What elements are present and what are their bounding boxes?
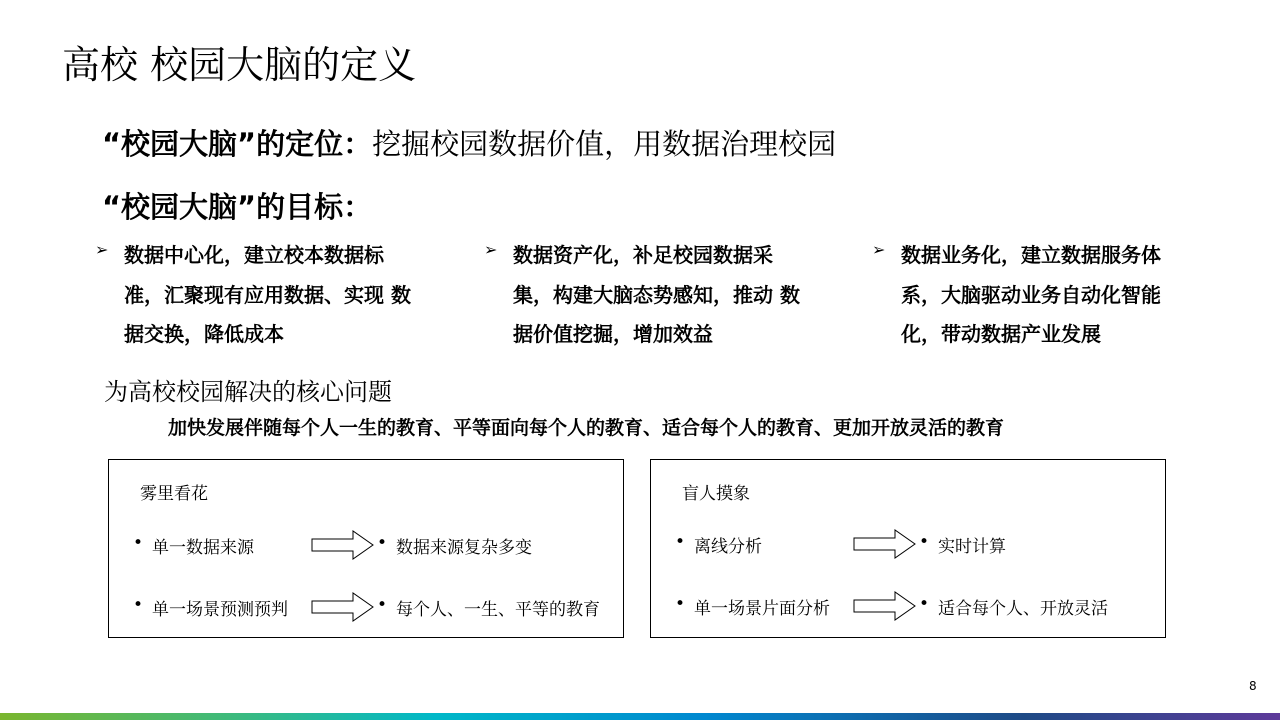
problem-box <box>650 459 1166 638</box>
footer-gradient-bar <box>0 713 1280 720</box>
bullet-icon: • <box>675 594 686 614</box>
right-arrow-icon <box>853 591 917 621</box>
from-text: 离线分析 <box>694 537 762 557</box>
goal-label: “校园大脑”的目标： <box>102 190 373 224</box>
bullet-icon: • <box>133 595 144 615</box>
page-number: 8 <box>1249 679 1257 693</box>
transition-row <box>109 533 623 563</box>
right-arrow-icon <box>311 592 375 622</box>
transition-row <box>109 595 623 625</box>
arrow-bullet-icon: ➢ <box>484 240 498 259</box>
bullet-icon: • <box>377 533 388 553</box>
bullet-icon: • <box>919 594 930 614</box>
to-text: 适合每个人、开放灵活 <box>938 599 1108 619</box>
arrow-bullet-icon: ➢ <box>95 240 109 259</box>
positioning-line <box>102 122 836 163</box>
from-text: 单一场景片面分析 <box>694 599 830 619</box>
goal-text: 数据资产化，补足校园数据采 集，构建大脑态势感知，推动 数据价值挖掘，增加效益 <box>513 243 800 346</box>
positioning-label: “校园大脑”的定位： <box>102 127 373 161</box>
goal-text: 数据业务化，建立数据服务体 系，大脑驱动业务自动化智能 化，带动数据产业发展 <box>901 243 1161 346</box>
positioning-text: 挖掘校园数据价值，用数据治理校园 <box>372 127 837 161</box>
bullet-icon: • <box>133 533 144 553</box>
from-text: 单一场景预测预判 <box>152 600 288 620</box>
to-text: 数据来源复杂多变 <box>396 538 532 558</box>
box-title: 盲人摸象 <box>682 484 750 504</box>
transition-row <box>651 594 1165 624</box>
right-arrow-icon <box>853 529 917 559</box>
core-problem-text: 加快发展伴随每个人一生的教育、平等面向每个人的教育、适合每个人的教育、更加开放灵活的教育 <box>168 417 1005 439</box>
box-title: 雾里看花 <box>140 484 208 504</box>
right-arrow-icon <box>311 530 375 560</box>
to-text: 每个人、一生、平等的教育 <box>396 600 600 620</box>
goal-line <box>102 185 372 226</box>
to-text: 实时计算 <box>938 537 1006 557</box>
bullet-icon: • <box>377 595 388 615</box>
goal-text: 数据中心化，建立校本数据标 准，汇聚现有应用数据、实现 数据交换，降低成本 <box>124 243 411 346</box>
from-text: 单一数据来源 <box>152 538 254 558</box>
problem-box <box>108 459 624 638</box>
bullet-icon: • <box>675 532 686 552</box>
slide-title: 高校 校园大脑的定义 <box>62 43 417 87</box>
core-problem-title: 为高校校园解决的核心问题 <box>104 378 392 406</box>
bullet-icon: • <box>919 532 930 552</box>
arrow-bullet-icon: ➢ <box>872 240 886 259</box>
transition-row <box>651 532 1165 562</box>
